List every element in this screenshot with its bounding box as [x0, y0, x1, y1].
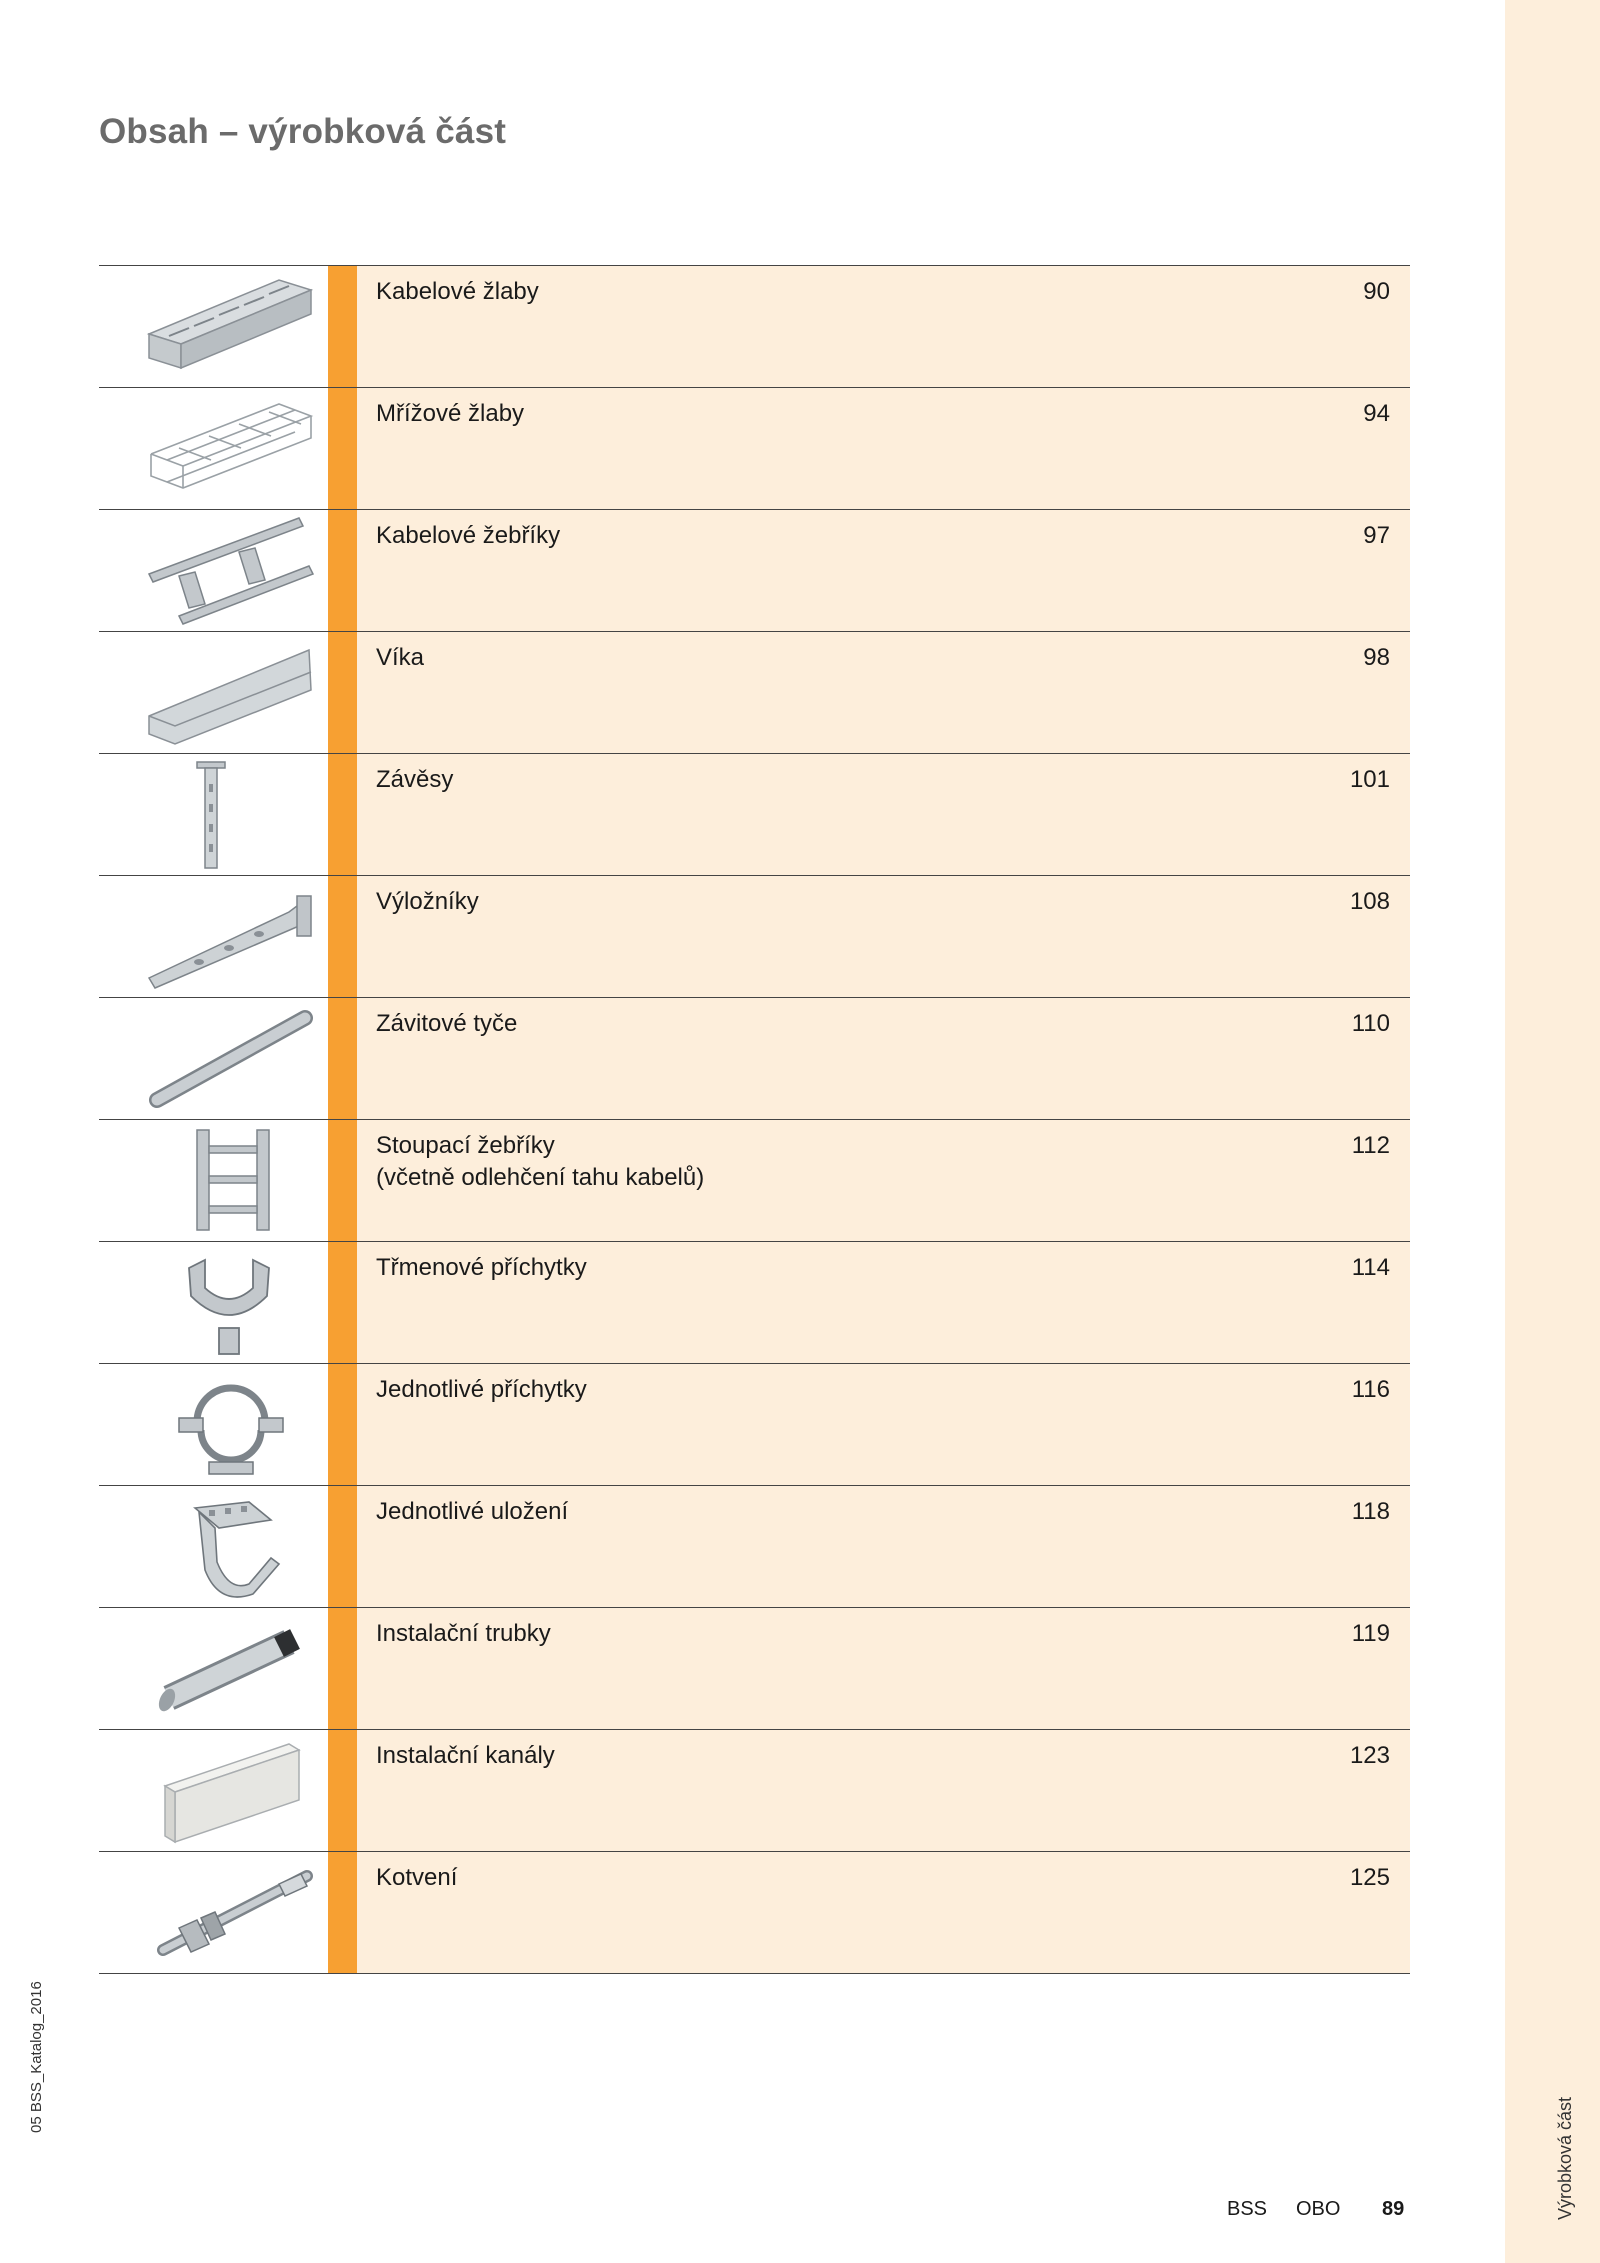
- thumb: [99, 1120, 328, 1241]
- entry-area: [357, 510, 1410, 631]
- entry-label: [376, 1130, 704, 1194]
- thumb: [99, 1242, 328, 1363]
- entry-area: [357, 876, 1410, 997]
- accent-stripe: [328, 1730, 357, 1851]
- entry-label: Kotvení: [376, 1864, 458, 1891]
- accent-stripe: [328, 754, 357, 875]
- thumb: [99, 1364, 328, 1485]
- thumb: [99, 1852, 328, 1973]
- entry-area: [357, 1486, 1410, 1607]
- single-support-icon: [139, 1492, 319, 1602]
- entry-area: [357, 998, 1410, 1119]
- entry-label: Víka: [376, 644, 425, 671]
- toc-row-zavitove-tyce[interactable]: [99, 998, 1410, 1120]
- accent-stripe: [328, 266, 357, 387]
- toc-row-stoupaci-zebriky[interactable]: [99, 1120, 1410, 1242]
- entry-label: Mřížové žlaby: [376, 400, 525, 427]
- accent-stripe: [328, 1486, 357, 1607]
- accent-stripe: [328, 1120, 357, 1241]
- entry-area: [357, 1608, 1410, 1729]
- entry-area: [357, 1364, 1410, 1485]
- entry-area: [357, 754, 1410, 875]
- thumb: [99, 1730, 328, 1851]
- entry-page-number: 114: [1351, 1254, 1390, 1281]
- threaded-rod-icon: [139, 1004, 319, 1114]
- accent-stripe: [328, 998, 357, 1119]
- entry-page-number: 125: [1349, 1864, 1390, 1891]
- accent-stripe: [328, 876, 357, 997]
- stirrup-clip-icon: [139, 1248, 319, 1358]
- toc-row-kabelove-zebriky[interactable]: [99, 510, 1410, 632]
- entry-area: [357, 1730, 1410, 1851]
- toc-row-kabelove-zlaby[interactable]: [99, 266, 1410, 388]
- accent-stripe: [328, 1608, 357, 1729]
- footer-brand-bss: BSS: [1227, 2198, 1268, 2220]
- entry-area: [357, 266, 1410, 387]
- accent-stripe: [328, 632, 357, 753]
- entry-label: Jednotlivé příchytky: [376, 1376, 587, 1403]
- entry-label: Kabelové žebříky: [376, 522, 561, 549]
- thumb: [99, 1486, 328, 1607]
- entry-page-number: 101: [1349, 766, 1390, 793]
- toc-row-jednotlive-prichytky[interactable]: [99, 1364, 1410, 1486]
- bracket-icon: [139, 882, 319, 992]
- entry-label: Kabelové žlaby: [376, 278, 539, 305]
- entry-label: Instalační trubky: [376, 1620, 551, 1647]
- toc-list: [99, 265, 1410, 1974]
- entry-page-number: 112: [1351, 1132, 1390, 1159]
- entry-page-number: 108: [1349, 888, 1390, 915]
- entry-label: Třmenové příchytky: [376, 1254, 587, 1281]
- hanger-icon: [139, 760, 319, 870]
- side-section-label: Výrobková část: [1555, 2096, 1575, 2220]
- entry-area: [357, 632, 1410, 753]
- entry-page-number: 119: [1351, 1620, 1390, 1647]
- entry-label: Závěsy: [376, 766, 454, 793]
- installation-pipe-icon: [139, 1614, 319, 1724]
- toc-row-instalacni-trubky[interactable]: [99, 1608, 1410, 1730]
- entry-page-number: 98: [1363, 644, 1390, 671]
- accent-stripe: [328, 1242, 357, 1363]
- entry-label: Závitové tyče: [376, 1010, 518, 1037]
- accent-stripe: [328, 1852, 357, 1973]
- accent-stripe: [328, 388, 357, 509]
- entry-page-number: 116: [1351, 1376, 1390, 1403]
- mesh-tray-icon: [139, 394, 319, 504]
- entry-label: Výložníky: [376, 888, 479, 915]
- entry-area: [357, 1120, 1410, 1241]
- thumb: [99, 1608, 328, 1729]
- cable-tray-icon: [139, 272, 319, 382]
- installation-duct-icon: [139, 1736, 319, 1846]
- cable-ladder-icon: [139, 516, 319, 626]
- toc-row-trmenove-prichytky[interactable]: [99, 1242, 1410, 1364]
- entry-label-sub: (včetně odlehčení tahu kabelů): [376, 1164, 705, 1191]
- entry-page-number: 90: [1363, 278, 1390, 305]
- entry-label-main: Stoupací žebříky: [376, 1132, 555, 1159]
- toc-row-vika[interactable]: [99, 632, 1410, 754]
- entry-area: [357, 1242, 1410, 1363]
- entry-page-number: 97: [1363, 522, 1390, 549]
- entry-page-number: 118: [1351, 1498, 1390, 1525]
- toc-row-vylozniky[interactable]: [99, 876, 1410, 998]
- thumb: [99, 998, 328, 1119]
- thumb: [99, 632, 328, 753]
- footer-brand-obo: OBO: [1296, 2198, 1341, 2220]
- entry-page-number: 123: [1349, 1742, 1390, 1769]
- toc-row-kotveni[interactable]: [99, 1852, 1410, 1974]
- thumb: [99, 876, 328, 997]
- accent-stripe: [328, 1364, 357, 1485]
- footer-page-number: 89: [1382, 2198, 1405, 2220]
- entry-label: Instalační kanály: [376, 1742, 555, 1769]
- thumb: [99, 266, 328, 387]
- toc-row-jednotlive-ulozeni[interactable]: [99, 1486, 1410, 1608]
- accent-stripe: [328, 510, 357, 631]
- vertical-ladder-icon: [139, 1126, 319, 1236]
- entry-page-number: 94: [1363, 400, 1390, 427]
- entry-page-number: 110: [1351, 1010, 1390, 1037]
- thumb: [99, 754, 328, 875]
- toc-row-zavesy[interactable]: [99, 754, 1410, 876]
- toc-row-mrizove-zlaby[interactable]: [99, 388, 1410, 510]
- pipe-clamp-icon: [139, 1370, 319, 1480]
- entry-area: [357, 388, 1410, 509]
- thumb: [99, 388, 328, 509]
- anchor-bolt-icon: [139, 1858, 319, 1968]
- page-title: Obsah – výrobková část: [99, 112, 507, 151]
- catalog-file-label: 05 BSS_Katalog_2016: [28, 1981, 45, 2133]
- thumb: [99, 510, 328, 631]
- side-band: [1505, 0, 1600, 2263]
- entry-area: [357, 1852, 1410, 1973]
- tray-cover-icon: [139, 638, 319, 748]
- toc-row-instalacni-kanaly[interactable]: [99, 1730, 1410, 1852]
- entry-label: Jednotlivé uložení: [376, 1498, 569, 1525]
